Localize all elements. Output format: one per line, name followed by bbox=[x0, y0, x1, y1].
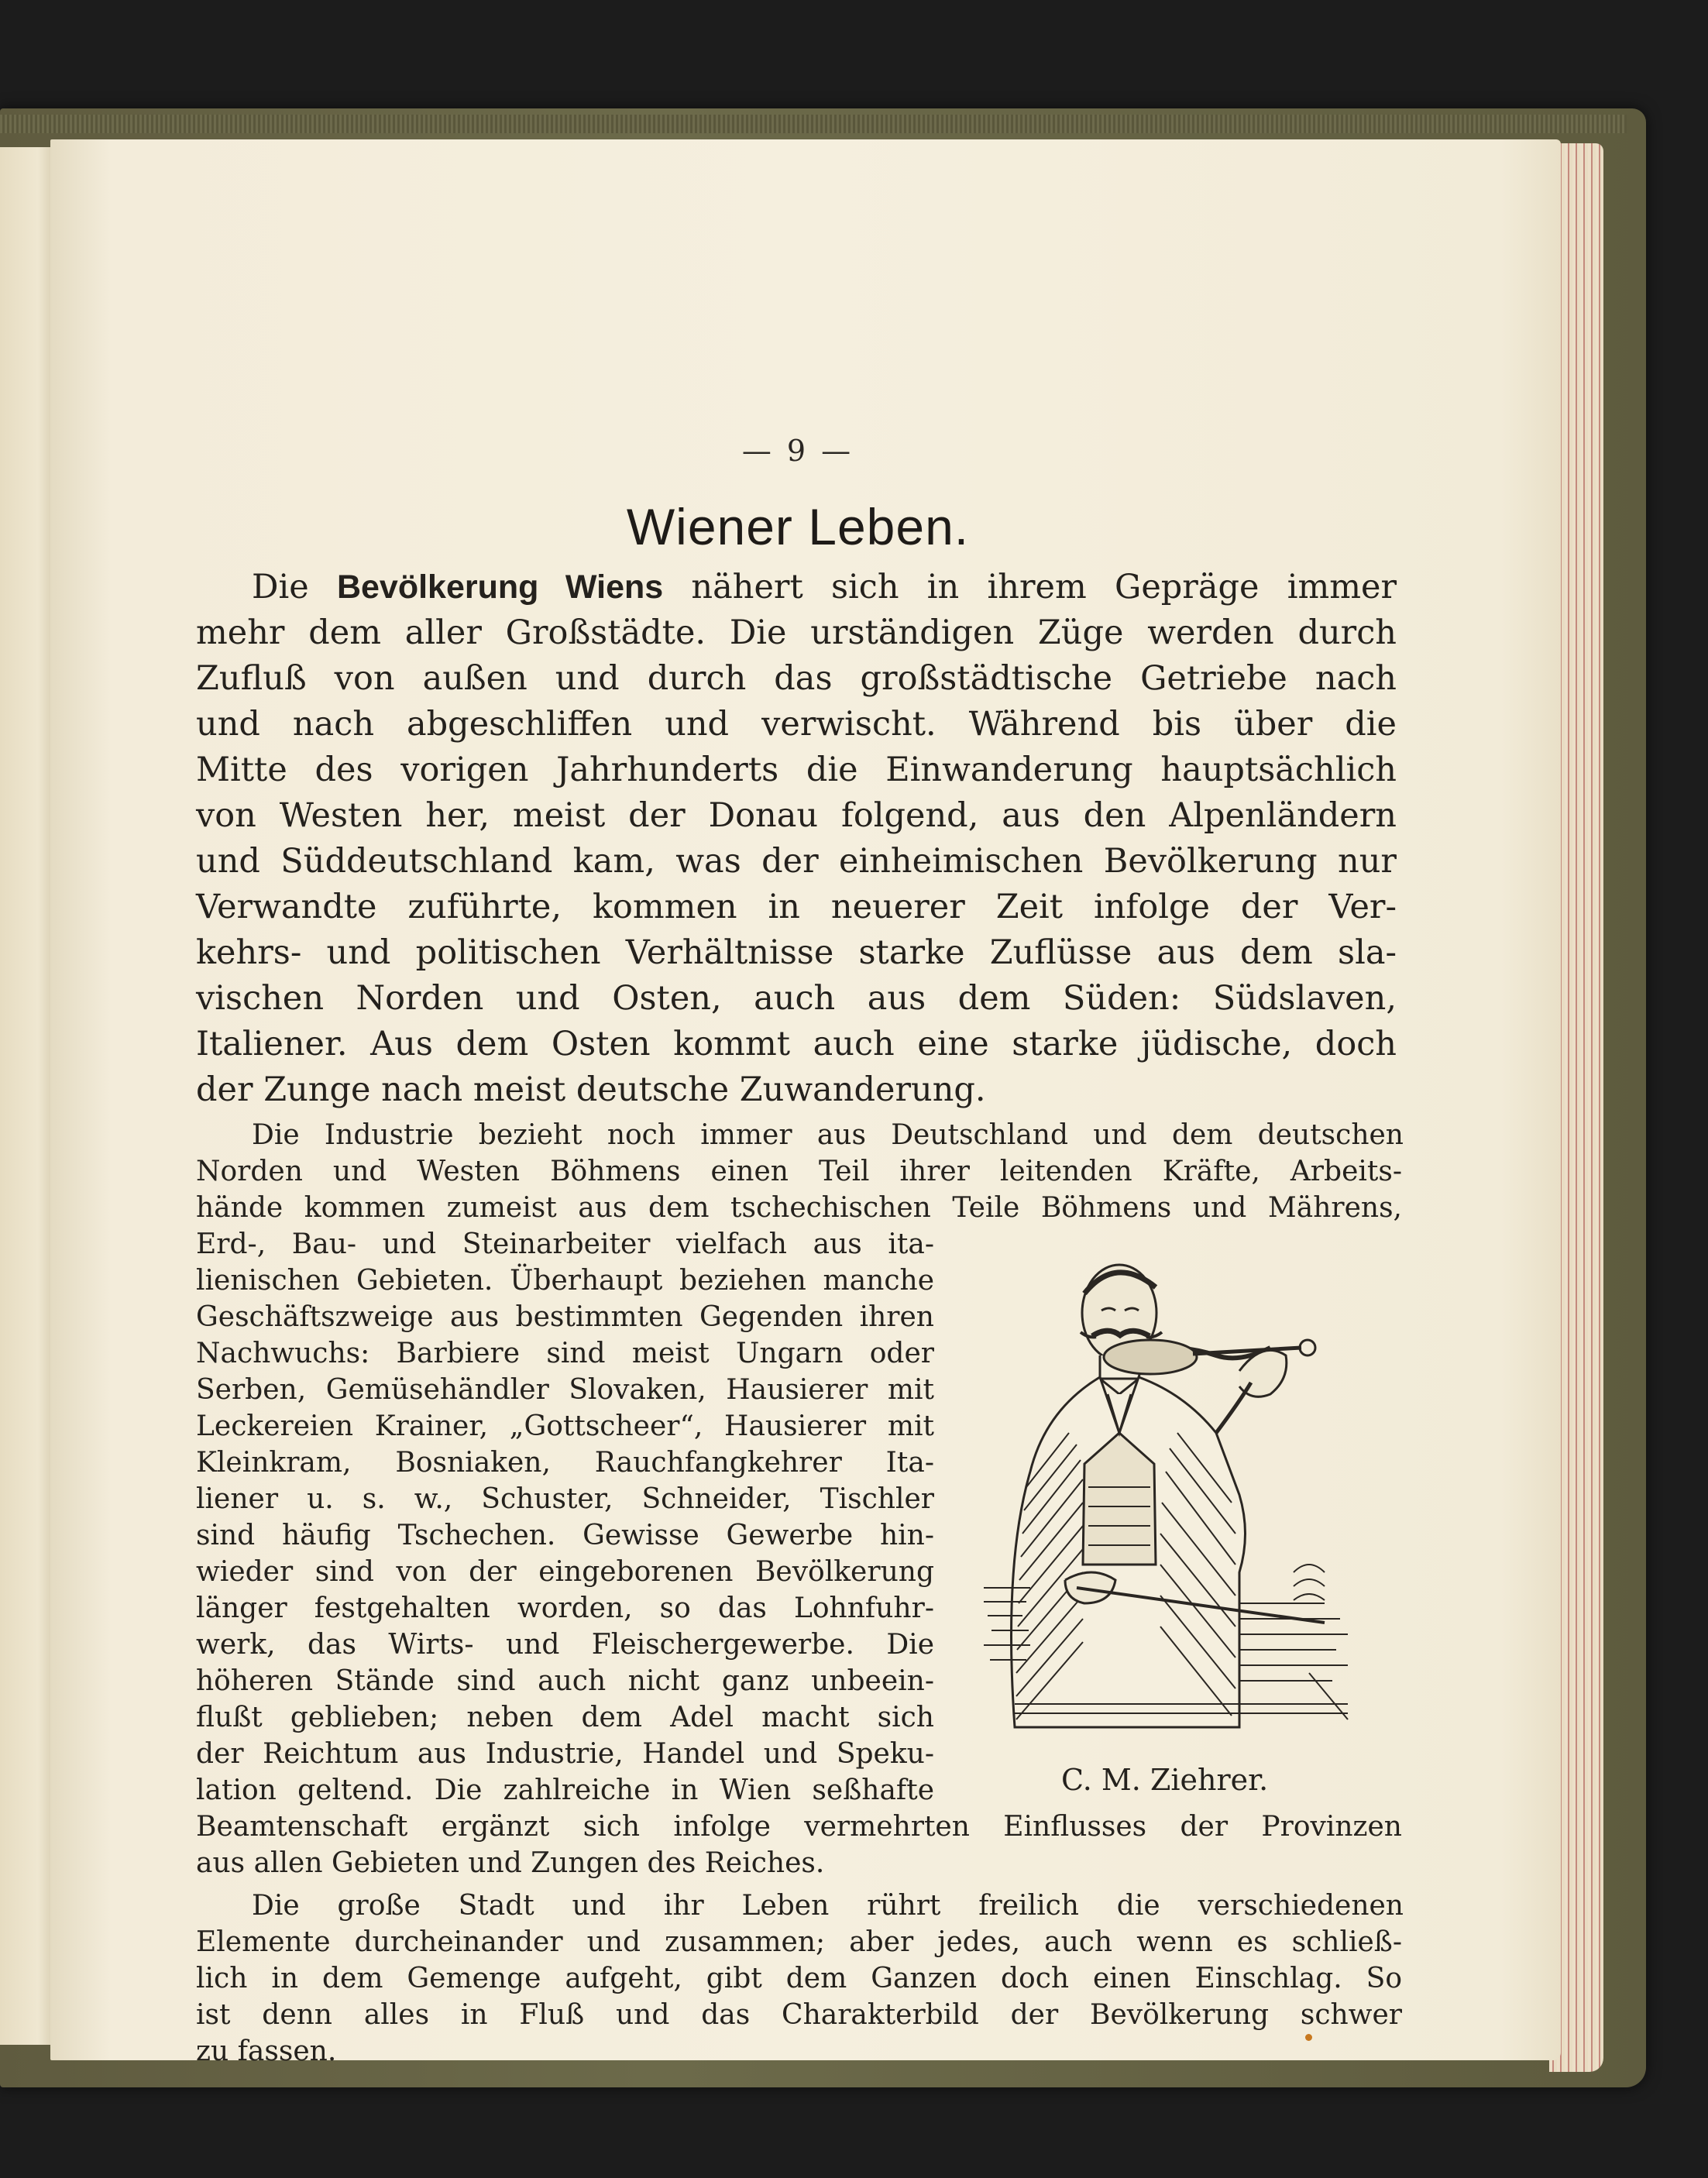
paragraph-line: hände kommen zumeist aus dem tschechischen Teile Böhmens und Mährens, bbox=[196, 1192, 1402, 1224]
paragraph-line: Kleinkram, Bosniaken, Rauchfangkehrer Ita- bbox=[196, 1447, 934, 1479]
paragraph-line: Leckereien Krainer, „Gottscheer“, Hausierer mit bbox=[196, 1410, 934, 1442]
page-title: Wiener Leben. bbox=[626, 498, 970, 555]
paragraph-line: sind häufig Tschechen. Gewisse Gewerbe hin- bbox=[196, 1520, 934, 1551]
paragraph-line bbox=[252, 568, 1397, 606]
paragraph-line: und nach abgeschliffen und verwischt. Während bis über die bbox=[196, 705, 1397, 744]
paragraph-line: Verwandte zuführte, kommen in neuerer Zeit infolge der Ver- bbox=[196, 888, 1397, 926]
paragraph-line: Geschäftszweige aus bestimmten Gegenden ihren bbox=[196, 1301, 934, 1333]
paragraph-line: mehr dem aller Großstädte. Die urständigen Züge werden durch bbox=[196, 613, 1397, 652]
paragraph-line: zu fassen. bbox=[196, 2035, 337, 2067]
paragraph-line: lich in dem Gemenge aufgeht, gibt dem Ganzen doch einen Einschlag. So bbox=[196, 1963, 1402, 1994]
paragraph-line: Elemente durcheinander und zusammen; aber jedes, auch wenn es schließ- bbox=[196, 1926, 1402, 1958]
paragraph-line: von Westen her, meist der Donau folgend, aus den Alpenländern bbox=[196, 796, 1397, 835]
paragraph-line: werk, das Wirts- und Fleischergewerbe. Die bbox=[196, 1629, 934, 1661]
paragraph-line: aus allen Gebieten und Zungen des Reiches. bbox=[196, 1847, 825, 1879]
paragraph-line: ist denn alles in Fluß und das Charakterbild der Bevölkerung schwer bbox=[196, 1999, 1402, 2031]
paragraph-line: lation geltend. Die zahlreiche in Wien seßhafte bbox=[196, 1774, 934, 1806]
previous-page-edge bbox=[0, 147, 54, 2045]
paragraph-line: Die große Stadt und ihr Leben rührt freilich die verschiedenen bbox=[252, 1890, 1404, 1922]
paragraph-line: flußt geblieben; neben dem Adel macht sich bbox=[196, 1702, 934, 1733]
paragraph-line: der Reichtum aus Industrie, Handel und Speku- bbox=[196, 1738, 934, 1770]
paragraph-line: Die Industrie bezieht noch immer aus Deutschland und dem deutschen bbox=[252, 1119, 1404, 1151]
paragraph-line: Norden und Westen Böhmens einen Teil ihrer leitenden Kräfte, Arbeits- bbox=[196, 1156, 1402, 1187]
paragraph-line: Italiener. Aus dem Osten kommt auch eine starke jüdische, doch bbox=[196, 1025, 1397, 1063]
book-binding-edge bbox=[0, 115, 1627, 133]
paragraph-line: der Zunge nach meist deutsche Zuwanderung. bbox=[196, 1070, 986, 1109]
paragraph-line: liener u. s. w., Schuster, Schneider, Tischler bbox=[196, 1483, 934, 1515]
text-intro: Die bbox=[252, 568, 309, 606]
paragraph-line: und Süddeutschland kam, was der einheimischen Bevölkerung nur bbox=[196, 842, 1397, 881]
paragraph-line: lienischen Gebieten. Überhaupt beziehen manche bbox=[196, 1265, 934, 1297]
paragraph-line: Beamtenschaft ergänzt sich infolge vermehrten Einflusses der Provinzen bbox=[196, 1811, 1402, 1843]
ink-spot bbox=[1305, 2034, 1312, 2041]
paragraph-line: Erd-, Bau- und Steinarbeiter vielfach aus ita- bbox=[196, 1228, 934, 1260]
paragraph-line: länger festgehalten worden, so das Lohnfuhr- bbox=[196, 1592, 934, 1624]
paragraph-line: höheren Stände sind auch nicht ganz unbeein- bbox=[196, 1665, 934, 1697]
bold-term: Bevölkerung Wiens bbox=[336, 569, 664, 606]
text-rest: nähert sich in ihrem Gepräge immer bbox=[691, 568, 1397, 606]
figure-caption: C. M. Ziehrer. bbox=[1061, 1763, 1269, 1797]
violinist-engraving-icon bbox=[984, 1239, 1387, 1750]
page-number: — 9 — bbox=[741, 434, 854, 468]
paragraph-line: Zufluß von außen und durch das großstädtische Getriebe nach bbox=[196, 659, 1397, 698]
paragraph-line: Mitte des vorigen Jahrhunderts die Einwanderung hauptsächlich bbox=[196, 751, 1397, 789]
paragraph-line: Serben, Gemüsehändler Slovaken, Hausierer mit bbox=[196, 1374, 934, 1406]
paragraph-line: kehrs- und politischen Verhältnisse starke Zuflüsse aus dem sla- bbox=[196, 933, 1397, 972]
paragraph-line: vischen Norden und Osten, auch aus dem Süden: Südslaven, bbox=[196, 979, 1397, 1018]
paragraph-line: wieder sind von der eingeborenen Bevölkerung bbox=[196, 1556, 934, 1588]
paragraph-line: Nachwuchs: Barbiere sind meist Ungarn oder bbox=[196, 1338, 934, 1369]
book-page bbox=[50, 139, 1561, 2067]
